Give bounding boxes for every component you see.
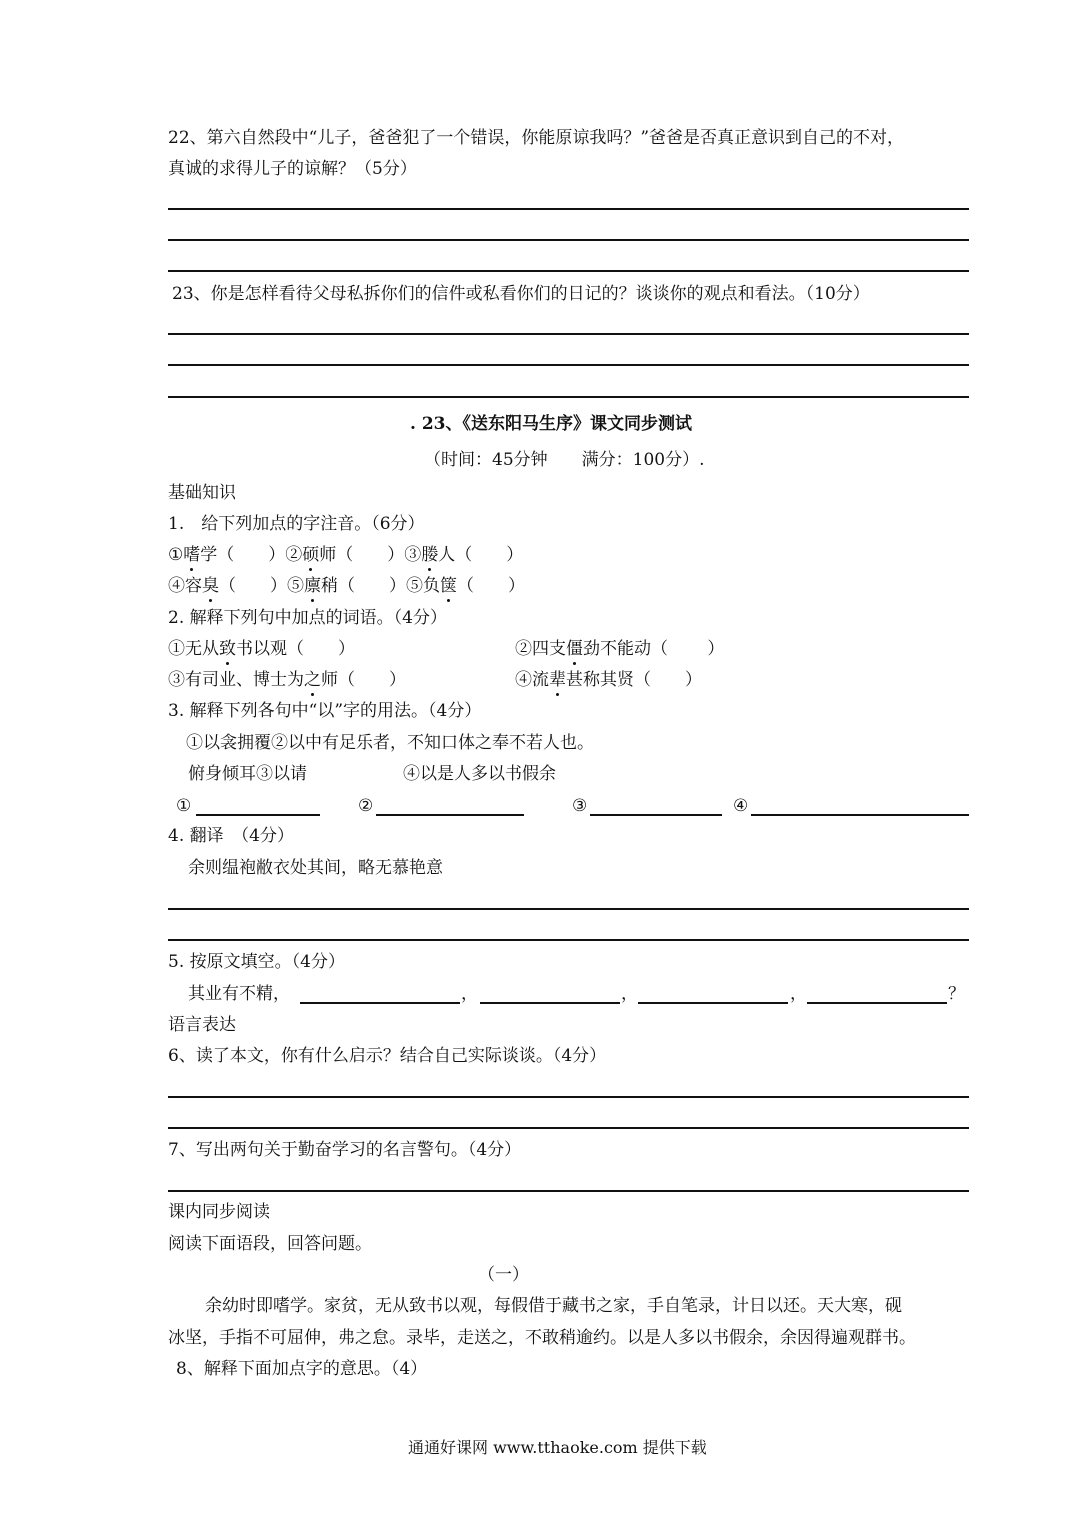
q2-item1 — [168, 641, 355, 658]
answer-line[interactable] — [168, 908, 969, 910]
q3-mark2: ② — [358, 796, 374, 816]
subtitle-tail: . — [699, 450, 705, 470]
q2-label: 2. 解释下列句中加点的词语。（4分） — [168, 608, 447, 628]
q23-question: 23、你是怎样看待父母私拆你们的信件或私看你们的日记的？谈谈你的观点和看法。（10分） — [172, 284, 870, 304]
q1-label: 1. 给下列加点的字注音。（6分） — [168, 514, 425, 534]
q1-row1-a-pre: ① — [168, 545, 184, 565]
section-reading: 课内同步阅读 — [168, 1202, 270, 1222]
passage-line1: 余幼时即嗜学。家贫，无从致书以观，每假借于藏书之家，手自笔录，计日以还。天大寒，砚 — [205, 1296, 902, 1316]
q1-row2-a-pre: ④容 — [168, 576, 202, 596]
reading-number: （一） — [478, 1265, 529, 1285]
answer-line[interactable] — [168, 333, 969, 335]
section-language: 语言表达 — [168, 1015, 236, 1035]
q2-i2-post: 劲不能动（ ） — [583, 639, 725, 659]
q1-row2-a-post: （ ）⑤ — [219, 576, 304, 596]
answer-line[interactable] — [168, 939, 969, 941]
q3-blank-1[interactable] — [196, 814, 320, 816]
q3-blank-4[interactable] — [751, 814, 969, 816]
q5-pre: 其业有不精， — [188, 984, 290, 1004]
q3-blank-2[interactable] — [376, 814, 524, 816]
q5-end: ？ — [948, 984, 965, 1004]
q1-row1-a-post: 学（ ）② — [200, 545, 303, 565]
q5-comma-3: ， — [790, 984, 807, 1004]
q1-row1-c-post: 人（ ） — [438, 545, 524, 565]
q3-mark1: ① — [176, 796, 192, 816]
q3-line1: ①以衾拥覆②以中有足乐者，不知口体之奉不若人也。 — [186, 733, 594, 753]
q5-blank-3[interactable] — [638, 1002, 788, 1004]
q1-row2 — [168, 578, 525, 595]
dotted-char: 箧 — [440, 576, 457, 596]
q7-question: 7、写出两句关于勤奋学习的名言警句。（4分） — [168, 1140, 522, 1160]
q4-label: 4. 翻译 （4分） — [168, 826, 294, 846]
dotted-char: 硕 — [302, 545, 320, 565]
q22-line2: 真诚的求得儿子的谅解？（5分） — [168, 159, 417, 179]
q5-blank-4[interactable] — [807, 1002, 947, 1004]
section-title — [410, 416, 692, 433]
dotted-char: 媵 — [421, 545, 439, 565]
dotted-char: 廪 — [304, 576, 321, 596]
answer-line[interactable] — [168, 208, 969, 210]
q5-blank-1[interactable] — [300, 1002, 460, 1004]
q3-mark4: ④ — [733, 796, 749, 816]
q22-line1: 22、第六自然段中“儿子，爸爸犯了一个错误，你能原谅我吗？”爸爸是否真正意识到自己的不对， — [168, 128, 905, 148]
dotted-char: 嗜 — [183, 545, 201, 565]
answer-line[interactable] — [168, 396, 969, 398]
q2-item4 — [515, 672, 702, 689]
q5-comma-1: ， — [461, 984, 478, 1004]
q2-i2-pre: ②四支 — [515, 639, 566, 659]
section-basic: 基础知识 — [168, 483, 236, 503]
q2-item3 — [168, 672, 406, 689]
answer-line[interactable] — [168, 270, 969, 272]
q2-item2 — [515, 641, 724, 658]
q1-row2-b-post: 稍（ ）⑤负 — [321, 576, 440, 596]
q8-question: 8、解释下面加点字的意思。（4） — [176, 1359, 428, 1379]
q2-i3-pre: ③有司业、博士为 — [168, 670, 304, 690]
q3-blank-3[interactable] — [590, 814, 722, 816]
q5-comma-2: ， — [621, 984, 638, 1004]
page-footer: 通通好课网 www.tthaoke.com 提供下载 — [408, 1438, 707, 1457]
title-text: 23、《送东阳马生序》课文同步测试 — [421, 414, 693, 434]
answer-line[interactable] — [168, 364, 969, 366]
q5-label: 5. 按原文填空。（4分） — [168, 952, 345, 972]
answer-line[interactable] — [168, 1096, 969, 1098]
q3-label: 3. 解释下列各句中“以”字的用法。（4分） — [168, 701, 482, 721]
answer-line[interactable] — [168, 1190, 969, 1192]
q1-row1-b-post: 师（ ）③ — [319, 545, 422, 565]
time-score: （时间：45分钟 满分：100分） — [424, 450, 700, 470]
q3-line2b: ④以是人多以书假余 — [403, 764, 556, 784]
answer-line[interactable] — [168, 1127, 969, 1129]
passage-line2: 冰坚，手指不可屈伸，弗之怠。录毕，走送之，不敢稍逾约。以是人多以书假余，余因得遍观群书。 — [168, 1328, 916, 1348]
q2-i1-pre: ①无从 — [168, 639, 219, 659]
dotted-char: 臭 — [202, 576, 219, 596]
q5-blank-2[interactable] — [480, 1002, 620, 1004]
dotted-char: 僵 — [566, 639, 583, 659]
q3-mark3: ③ — [572, 796, 588, 816]
q2-i1-post: 书以观（ ） — [236, 639, 355, 659]
q2-i4-post: 甚称其贤（ ） — [566, 670, 702, 690]
q2-i4-pre: ④流 — [515, 670, 549, 690]
reading-intro: 阅读下面语段，回答问题。 — [168, 1234, 372, 1254]
q1-row1 — [168, 547, 523, 564]
answer-line[interactable] — [168, 239, 969, 241]
dotted-char: 辈 — [549, 670, 566, 690]
q4-text: 余则缊袍敝衣处其间，略无慕艳意 — [188, 858, 443, 878]
q6-question: 6、读了本文，你有什么启示？结合自己实际谈谈。（4分） — [168, 1046, 607, 1066]
title-subtitle — [424, 452, 705, 469]
dotted-char: 致 — [219, 639, 236, 659]
dotted-char: 之 — [304, 670, 321, 690]
q1-row2-c-post: （ ） — [457, 576, 525, 596]
q3-line2a: 俯身倾耳③以请 — [188, 764, 307, 784]
title-prefix: . — [410, 414, 422, 434]
q2-i3-post: 师（ ） — [321, 670, 406, 690]
